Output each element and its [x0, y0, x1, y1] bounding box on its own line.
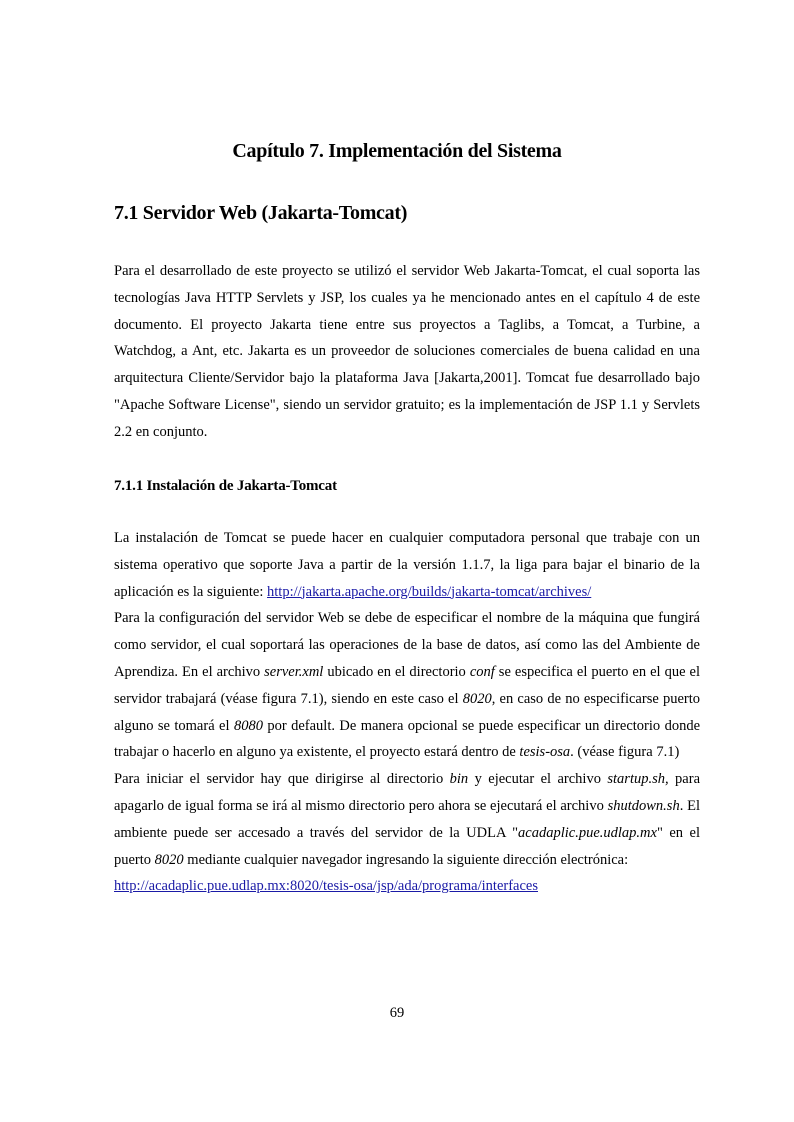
- project-directory: tesis-osa: [519, 744, 571, 761]
- application-url-link[interactable]: http://acadaplic.pue.udlap.mx:8020/tesis-osa/jsp/ada/programa/interfaces: [114, 878, 538, 895]
- chapter-title: Capítulo 7. Implementación del Sistema: [232, 140, 562, 162]
- startup-text-a: Para iniciar el servidor hay que dirigirse al directorio: [114, 771, 450, 788]
- intro-paragraph-text: Para el desarrollado de este proyecto se utilizó el servidor Web Jakarta-Tomcat, el cual soporta las tecnologías Java HTTP Servlets y JSP, los cuales ya he mencionado antes en el capítulo 4 de este documento. El proyecto Jakarta tiene entre sus proyectos a Taglibs, a Tomcat, a Turbine, a Watchdog, a Ant, etc. Jakarta es un proveedor de soluciones comerciales de buena calidad en una arquitectura Cliente/Servidor bajo la plataforma Java [Jakarta,2001]. Tomcat fue desarrollado bajo "Apache Software License", siendo un servidor gratuito; es la implementación de JSP 1.1 y Servlets 2.2 en conjunto.: [114, 263, 700, 440]
- server-xml-filename: server.xml: [264, 663, 324, 680]
- config-text-c: se especifica el puerto en el que el servidor trabajará (véase figura 7.1), siendo en este caso el: [114, 663, 701, 707]
- access-port: 8020: [154, 851, 184, 868]
- startup-text-d: . El ambiente puede ser accesado a través del servidor de la UDLA ": [114, 797, 700, 841]
- shutdown-script: shutdown.sh: [607, 797, 680, 814]
- config-text-b: ubicado en el directorio: [323, 663, 470, 680]
- config-text-e: por default. De manera opcional se puede especificar un directorio donde trabajar o hacerlo en alguno ya existente, el proyecto estará dentro de: [114, 717, 701, 761]
- config-text-a: Para la configuración del servidor Web se debe de especificar el nombre de la máquina que fungirá como servidor, el cual soportará las operaciones de la base de datos, así como las del Ambiente de Aprendiza. En el archivo: [114, 610, 700, 680]
- startup-text-c: para apagarlo de igual forma se irá al mismo directorio pero ahora se ejecutará el archivo: [114, 771, 701, 814]
- startup-text-b: y ejecutar el archivo: [468, 771, 608, 788]
- startup-text-e: " en el puerto: [114, 824, 700, 868]
- configuration-paragraph: [114, 605, 700, 766]
- installation-text: La instalación de Tomcat se puede hacer en cualquier computadora personal que trabaje con un sistema operativo que soporte Java a partir de la versión 1.1.7, la liga para bajar el binario de la aplicación es la siguiente:: [114, 530, 700, 600]
- config-text-f: . (véase figura 7.1): [570, 744, 680, 761]
- bin-directory: bin: [449, 771, 469, 788]
- section-intro-paragraph: [114, 258, 700, 446]
- conf-directory: conf: [469, 663, 495, 680]
- startup-script: startup.sh,: [607, 771, 669, 788]
- default-port-value: 8080: [233, 717, 263, 734]
- access-url-paragraph: [114, 873, 700, 900]
- tomcat-download-link[interactable]: http://jakarta.apache.org/builds/jakarta-tomcat/archives/: [267, 583, 592, 600]
- subsection-title: 7.1.1 Instalación de Jakarta-Tomcat: [114, 478, 337, 494]
- installation-body: [114, 525, 700, 900]
- port-value: 8020: [462, 690, 492, 707]
- installation-paragraph: [114, 525, 700, 605]
- section-title: 7.1 Servidor Web (Jakarta-Tomcat): [114, 202, 408, 224]
- config-text-d: , en caso de no especificarse puerto alguno se tomará el: [114, 690, 701, 734]
- startup-text-f: mediante cualquier navegador ingresando la siguiente dirección electrónica:: [183, 851, 629, 868]
- page-number: 69: [389, 1005, 405, 1021]
- server-hostname: acadaplic.pue.udlap.mx: [518, 824, 657, 841]
- startup-paragraph: [114, 766, 700, 873]
